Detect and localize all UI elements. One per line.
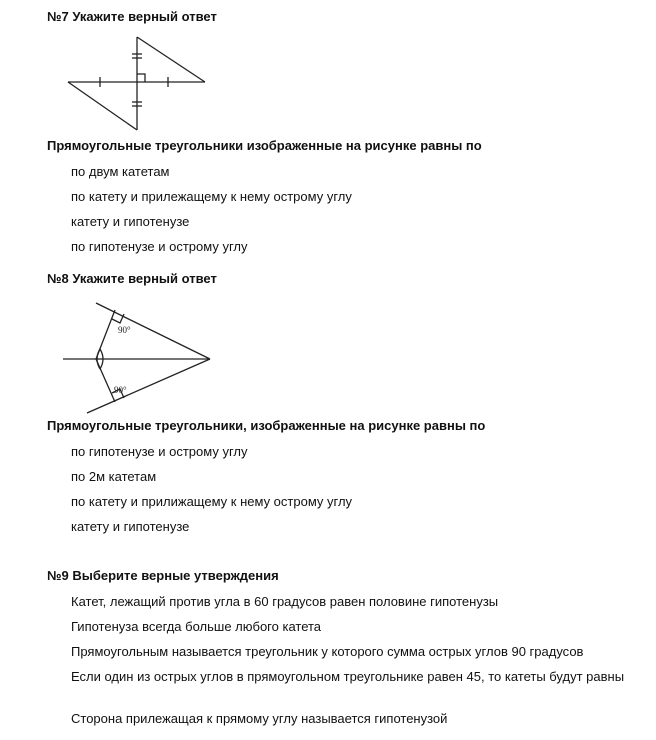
q8-option-4[interactable]: катету и гипотенузе <box>71 519 190 534</box>
q9-option-2[interactable]: Гипотенуза всегда больше любого катета <box>71 619 322 634</box>
q7-title: №7 Укажите верный ответ <box>47 9 217 24</box>
q8-figure <box>58 297 218 417</box>
q8-question: Прямоугольные треугольники, изображенные на рисунке равны по <box>47 418 486 433</box>
q7-option-1[interactable]: по двум катетам <box>71 164 170 179</box>
q8-option-3[interactable]: по катету и прилижащему к нему острому углу <box>71 494 353 509</box>
q7-question: Прямоугольные треугольники изображенные на рисунке равны по <box>47 138 482 153</box>
q9-option-4[interactable]: Если один из острых углов в прямоугольном треугольнике равен 45, то катеты будут равны <box>71 669 625 684</box>
q8-angle-bottom: 90° <box>114 385 127 395</box>
q7-figure <box>60 34 210 134</box>
q7-option-2[interactable]: по катету и прилежащему к нему острому углу <box>71 189 352 204</box>
q9-option-5[interactable]: Сторона прилежащая к прямому углу называется гипотенузой <box>71 711 448 726</box>
q7-option-4[interactable]: по гипотенузе и острому углу <box>71 239 248 254</box>
q8-title: №8 Укажите верный ответ <box>47 271 217 286</box>
q9-option-1[interactable]: Катет, лежащий против угла в 60 градусов равен половине гипотенузы <box>71 594 499 609</box>
q7-option-3[interactable]: катету и гипотенузе <box>71 214 190 229</box>
q8-option-1[interactable]: по гипотенузе и острому углу <box>71 444 248 459</box>
q9-title: №9 Выберите верные утверждения <box>47 568 279 583</box>
q8-angle-top: 90° <box>118 325 131 335</box>
q9-option-3[interactable]: Прямоугольным называется треугольник у которого сумма острых углов 90 градусов <box>71 644 584 659</box>
q8-option-2[interactable]: по 2м катетам <box>71 469 157 484</box>
